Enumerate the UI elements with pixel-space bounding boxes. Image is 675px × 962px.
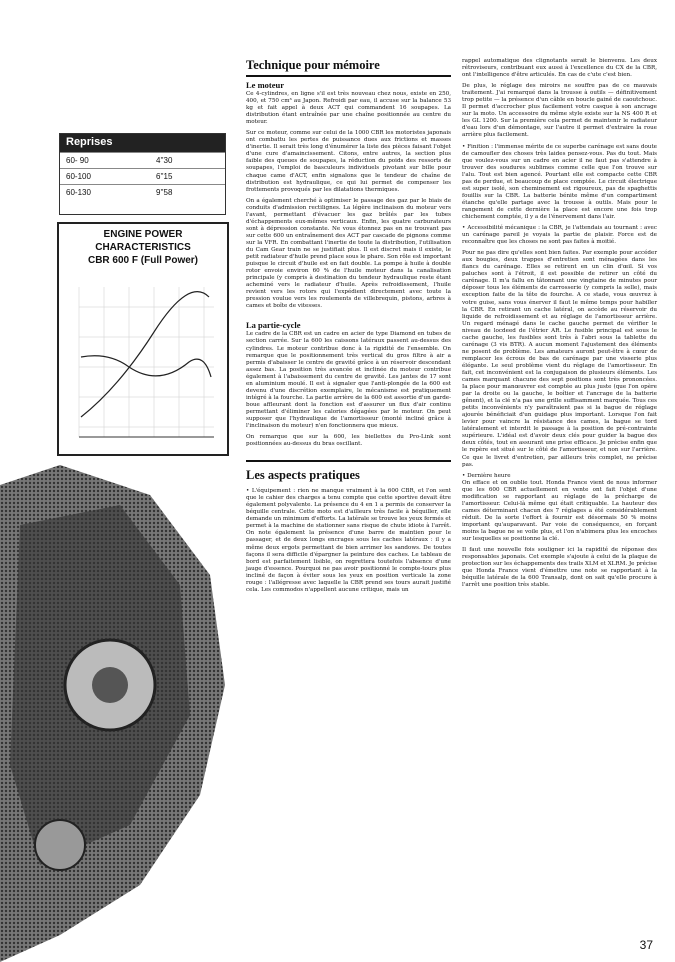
- power-curves: [59, 267, 223, 457]
- subheading: La partie-cycle: [246, 320, 301, 331]
- graph-title-line1: ENGINE POWER CHARACTERISTICS: [95, 229, 191, 253]
- graph-title-line2: CBR 600 F (Full Power): [87, 255, 198, 266]
- torque-curve: [81, 356, 211, 377]
- paragraph: • Accessibilité mécanique : la CBR, je l'attendais au tournant : avec un carénage pareil je voyais la partie de plaisir. Force est de reconnaître que les choses ne sont pas faites à moitié.: [462, 225, 657, 246]
- reprises-table: [59, 133, 226, 215]
- table-row: 60-100 6''15: [60, 168, 225, 184]
- paragraph: De plus, le réglage des miroirs ne souffre pas de ce mauvais traitement. J'ai remarqué dans la trousse à outils — définitivement trop petite — la présence d'un câble en boucle gainé de caoutchouc. Il permet d'accrocher plus facilement votre casque à son ancrage sur la moto. Un accessoire du même style existe sur la NS 400 R et les GL 1200. Sur la première cela permet de maintenir le radiateur d'eau lors d'un démontage, sur l'autre il permet d'extraire la roue arrière plus facilement.: [462, 83, 657, 139]
- paragraph: • L'équipement : rien ne manque vraiment à la 600 CBR, et l'on sent que le cahier des charges a tenu compte que cette sportive devait être également polyvalente. La présence du 4 en 1 a permis de conserver la béquille centrale. Cette moto est d'ailleurs très facile à béquiller, elle demande un minimum d'efforts. La latérale se trouve les yeux fermés et permet à la machine de stationner sans risque de chute idiote à l'arrêt. On note également la présence d'une barre de maintien pour le passager, et de deux longs encrages sous les caches latéraux : il y a même deux ergots permettant de bien arrimer les sandows. De toutes façons il sera difficile d'épargner la peinture des caches. Le tableau de bord est parfaitement lisible, on regrettera toutefois l'absence d'une jauge d'essence. Pourquoi ne pas avoir positionné le compte-tours plus incliné de façon à éviter sous les yeux en position verticale la zone rouge : l'allégresse avec laquelle la CBR prend ses tours aurait justifié cela. Les commodos n'appellent aucune critique, mais un: [246, 488, 451, 593]
- section-heading: Les aspects pratiques: [246, 468, 360, 483]
- paragraph: • Finition : l'immense mérite de ce superbe carénage est sans doute de camoufler des choses très laides pensez-vous. Pas du tout. Mais que voulez-vous sur un cadre en acier il ne faut pas s'attendre à trouver des soudures sublimes comme celle que l'on trouve sur l'alu. Tout est bien agencé. Pourtant elle est compacte cette CBR pas de perdue, et beaucoup de place comptée. Le circuit électrique est super isolé, son cheminement est rigoureux, pas de spaghettis fouillis sur la CBR. La batterie bénite même d'un compartiment étanche qu'elle partage avec la trousse à outils. Mais pour le rangement de cette dernière la place est encore une fois trop chichement comptée, il y a de l'énervement dans l'air.: [462, 143, 657, 220]
- paragraph: Le cadre de la CBR est un cadre en acier de type Diamond en tubes de section carrée. Sur la 600 les caissons latéraux passent au-dessus des cylindres. Le moteur contribue donc à la rigidité de l'ensemble. On remarque que le positionnement très vertical du gros filtre à air a permis d'abaisser le centre de gravité grâce à un réservoir descendant assez bas. La position très avancée et inclinée du moteur contribue également à l'abaissement du centre de gravité. Les jantes de 17 sont en aluminium moulé. Il est à signaler que l'anti-plongée de la 600 est devenu d'une discrétion exemplaire, le mécanisme est pratiquement intégré à la fourche. La partie arrière de la 600 est assortie d'un garde-boue affleurant dont la fonction est d'assurer un flux d'air continu permettant d'éliminer les calories dégagées par le moteur. On peut supposer que l'hydraulique de l'amortisseur (monté incliné grâce à l'inclinaison du moteur) n'en fonctionnera que mieux.: [246, 331, 451, 430]
- article-column-middle: [246, 58, 451, 938]
- paragraph: Il faut une nouvelle fois souligner ici la rapidité de réponse des responsables japonais. Cet exemple s'ajoute à celui de la plaque de protection sur les échappements des trails XLM et XLRM. Je précise que Honda France vient d'émettre une note se rapportant à la béquille latérale de la 600 Transalp, dont on sait qu'elle procure à l'arrêt une position très stable.: [462, 547, 657, 589]
- paragraph: Sur ce moteur, comme sur celui de la 1000 CBR les motoristes japonais ont combattu les pertes de puissance dues aux frictions et masses d'inertie. Il serait très long d'énumérer la liste des pièces faisant l'objet d'une cure d'amaincissement. Citons, entre autres, la section plus faible des queues de soupapes, la réduction du poids des ressorts de soupapes, l'emploi de basculeurs individuels pivotant sur bille pour chaque came d'ACT, enfin signalons que le tendeur de chaîne de distribution est hydraulique, ce qui lui permet de compenser les frottements provoqués par les dilatations thermiques.: [246, 130, 451, 193]
- page-number: 37: [639, 938, 653, 952]
- engine-power-graph: [57, 222, 229, 456]
- paragraph: • Dernière heure On efface et on oublie tout. Honda France vient de nous informer que les 600 CBR actuellement en vente ont fait l'objet d'une modification se rapportant au réglage de la précharge de l'amortisseur. Celui-là même qui était critiquable. La hauteur des cames déterminant chacun des 7 réglages a été considérablement réduit. De la sorte l'effort à fournir est désormais 50 % moins important qu'auparavant. Par voie de conséquence, en forçant moins la bague ne se voile plus, et l'on n'abimera plus les encoches sur lesquelles se positionne la clé.: [462, 472, 657, 543]
- paragraph: rappel automatique des clignotants serait le bienvenu. Les deux rétroviseurs, contribuant eux aussi à l'excellence du CX de la CBR, ont l'intelligence d'être articulés. En cas de c'ute c'est bien.: [462, 58, 657, 79]
- divider: [246, 460, 451, 462]
- table-row: 60- 90 4''30: [60, 152, 225, 168]
- reprises-title: Reprises: [60, 134, 225, 152]
- table-row: 60-130 9''58: [60, 184, 225, 200]
- article-column-right: [462, 58, 657, 938]
- paragraph: On a également cherché à optimiser le passage des gaz par le biais de conduits d'admission rectilignes. La légère inclinaison du moteur vers l'avant, permettant d'évacuer les gaz brûlés par les tubes d'échappements eux-mêmes verticaux. Enfin, les quatre carburateurs sont à dépression constante. Ne vous étonnez pas en ne trouvant pas sur cette 600 un entraînement des ACT par cascade de pignons comme sur la VFR. En combattant l'inertie de toute la distribution, l'utilisation du Cam Gear train ne se justifiait plus. Il est discret mais il existe, le petit radiateur d'huile prend place sous le phare. Son rôle est important puisque le circuit d'huile est en fait double. La pompe à huile à double rotor envoie environ 60 % de l'huile moteur dans la canalisation principale (y compris à destination du tendeur hydraulique reste étant acheminé vers le radiateur d'huile. Après refroidissement, l'huile revient vers les rotors qui l'expédient directement avec toute la pression voulue vers les roulements de villebrequin, pistons, arbres à cames et boîte de vitesses.: [246, 197, 452, 310]
- power-curve: [81, 292, 209, 417]
- subheading: Le moteur: [246, 80, 285, 90]
- paragraph: Pour ne pas dire qu'elles sont bien faites. Par exemple pour accéder aux bougies, deux trappes d'entretien sont ménagées dans les flancs du carénage. Elles se retirent en un clin d'œil. Si vos paluches sont à l'étroit, il est possible de retirer un côté du carénage. Il m'a fallu en tâtonnant une vingtaine de minutes pour déposer tous les éléments de carrosserie (y compris la selle), mais exception faite de la tête de fourche. A ce stade, vous œuvrez à votre guise, sans vous énerver il faut le même temps pour habiller la CBR. En retirant un cache latéral, on accède au réservoir du liquide de refroidissement et au réglage de l'amortisseur arrière. Un regard ménagé dans le cache gauche permet de vérifier le niveau de locdeed de l'étrier AR. Le fusible principal est sous le cache gauche, les fusibles sont très à l'abri sous la tablette du carénage (3 vis BTR). A aucun moment l'ajustement des éléments ne posent de problème. Les amateurs auront peut-être à cœur de remplacer les écrous de bas de carénage par une visserie plus élégante. Le seul problème vient du réglage de l'amortisseur. En fait, cet inconvénient est la conjugaison de plusieurs éléments. Les cames marquant chacune des sept positions sont très prononcées. Ia place pour manœuvrer est comptée au plus juste (que l'on opère par la droite ou la gauche, le boîtier et l'ancrage de la batterie gênent), et la clé n'a pas une grille suffisamment marquée. Tous ces petits inconvénients n'y paraîtraient pas si la bague de réglage ajourée bénéficiait d'un guidage plus important. Lorsque l'on fait levier pour vaincre la résistance des cames, la bague se tord latéralement et interdit le passage à la position de pré-contrainte supérieure. L'idéal est d'avoir deux clés pour guider la bague des deux côtés, tout en assurant une prise efficace. Je précise enfin que le repère est situé sur le côté de l'amortisseur, et non sur l'arrière. Ce que le livret d'entretien, par ailleurs très complet, ne précise pas.: [462, 250, 657, 468]
- paragraph: Ce 4-cylindres, en ligne s'il est très nouveau chez nous, existe en 250, 400, et 750 cm³ au Japon. Refroidi par eau, il accuse sur la balance 53 kg et fait appel à deux ACT qui commandent 16 soupapes. La distribution étant entraînée par une chaîne positionnée au centre du moteur.: [246, 91, 451, 126]
- section-heading: Technique pour mémoire: [246, 58, 451, 77]
- paragraph: On remarque que sur la 600, les biellettes du Pro-Link sont positionnées au-dessus du bras oscillant.: [246, 434, 451, 448]
- engine-photo: [0, 465, 230, 962]
